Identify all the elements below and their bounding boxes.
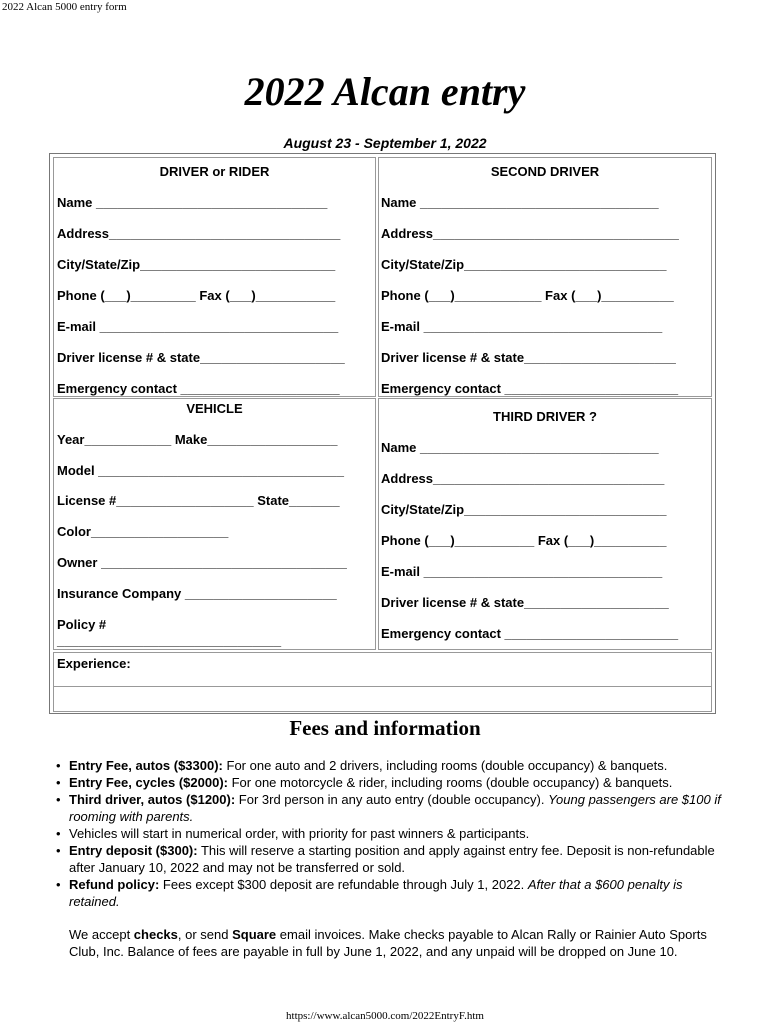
vehicle-license-field[interactable]: License #___________________ State_______	[57, 493, 340, 508]
third-driver-name-field[interactable]: Name _________________________________	[381, 440, 659, 455]
list-item: • Refund policy: Fees except $300 deposit are refundable through July 1, 2022. After that a $600 penalty is retained.	[56, 877, 683, 909]
vehicle-model-field[interactable]: Model __________________________________	[57, 463, 344, 478]
vehicle-heading: VEHICLE	[186, 401, 243, 416]
second-driver-license-field[interactable]: Driver license # & state_____________________	[381, 350, 676, 365]
second-driver-name-field[interactable]: Name _________________________________	[381, 195, 659, 210]
footer-url: https://www.alcan5000.com/2022EntryF.htm	[286, 1010, 484, 1022]
driver-section	[53, 157, 376, 397]
third-driver-city-field[interactable]: City/State/Zip____________________________	[381, 502, 667, 517]
second-driver-email-field[interactable]: E-mail _________________________________	[381, 319, 663, 334]
driver-address-field[interactable]: Address________________________________	[57, 226, 341, 241]
vehicle-year-make-field[interactable]: Year____________ Make__________________	[57, 432, 338, 447]
experience-section	[53, 652, 712, 712]
page-title: 2022 Alcan entry	[244, 69, 526, 114]
second-driver-city-field[interactable]: City/State/Zip____________________________	[381, 257, 667, 272]
list-item: • Entry deposit ($300): This will reserve a starting position and apply against entry fee. Deposit is non-refundable after January 10, 2022 and may not be transferred or sold.	[56, 843, 715, 875]
payment-paragraph: We accept checks, or send Square email invoices. Make checks payable to Alcan Rally or Rainier Auto Sports Club, Inc. Balance of fees are payable in full by June 1, 2022, and any unpaid will be dropped on June 10.	[69, 927, 707, 959]
driver-emergency-field[interactable]: Emergency contact ______________________	[57, 381, 340, 396]
list-item: • Third driver, autos ($1200): For 3rd person in any auto entry (double occupancy). Young passengers are $100 if rooming with parents.	[56, 792, 721, 824]
second-driver-heading: SECOND DRIVER	[490, 164, 600, 179]
driver-email-field[interactable]: E-mail _________________________________	[57, 319, 339, 334]
second-driver-emergency-field[interactable]: Emergency contact ________________________	[381, 381, 679, 396]
fees-list	[55, 757, 735, 910]
vehicle-color-field[interactable]: Color___________________	[57, 524, 229, 539]
third-driver-email-field[interactable]: E-mail _________________________________	[381, 564, 663, 579]
third-driver-license-field[interactable]: Driver license # & state____________________	[381, 595, 669, 610]
vehicle-policy-field[interactable]: _______________________________	[57, 633, 282, 648]
driver-heading: DRIVER or RIDER	[159, 164, 270, 179]
entry-form-table	[49, 153, 716, 714]
third-driver-phone-field[interactable]: Phone (___)___________ Fax (___)__________	[381, 533, 667, 548]
second-driver-section	[378, 157, 712, 397]
experience-label: Experience:	[57, 656, 131, 671]
driver-city-field[interactable]: City/State/Zip___________________________	[57, 257, 336, 272]
vehicle-insurance-field[interactable]: Insurance Company _____________________	[57, 586, 337, 601]
vehicle-section	[53, 398, 376, 650]
third-driver-address-field[interactable]: Address________________________________	[381, 471, 665, 486]
driver-name-field[interactable]: Name ________________________________	[57, 195, 328, 210]
list-item: • Vehicles will start in numerical order, with priority for past winners & participants.	[56, 826, 530, 841]
third-driver-section	[378, 398, 712, 650]
third-driver-heading: THIRD DRIVER ?	[493, 409, 597, 424]
third-driver-emergency-field[interactable]: Emergency contact ________________________	[381, 626, 679, 641]
second-driver-phone-field[interactable]: Phone (___)____________ Fax (___)__________	[381, 288, 674, 303]
second-driver-address-field[interactable]: Address__________________________________	[381, 226, 679, 241]
vehicle-owner-field[interactable]: Owner __________________________________	[57, 555, 347, 570]
driver-license-field[interactable]: Driver license # & state____________________	[57, 350, 345, 365]
list-item: • Entry Fee, autos ($3300): For one auto and 2 drivers, including rooms (double occupancy) & banquets.	[56, 758, 668, 773]
driver-phone-field[interactable]: Phone (___)_________ Fax (___)___________	[57, 288, 336, 303]
experience-divider	[54, 686, 711, 687]
page-header: 2022 Alcan 5000 entry form	[2, 1, 127, 13]
fees-heading: Fees and information	[289, 716, 481, 740]
vehicle-policy-label: Policy #	[57, 617, 107, 632]
event-dates: August 23 - September 1, 2022	[283, 135, 487, 151]
list-item: • Entry Fee, cycles ($2000): For one motorcycle & rider, including rooms (double occupancy) & banquets.	[56, 775, 673, 790]
